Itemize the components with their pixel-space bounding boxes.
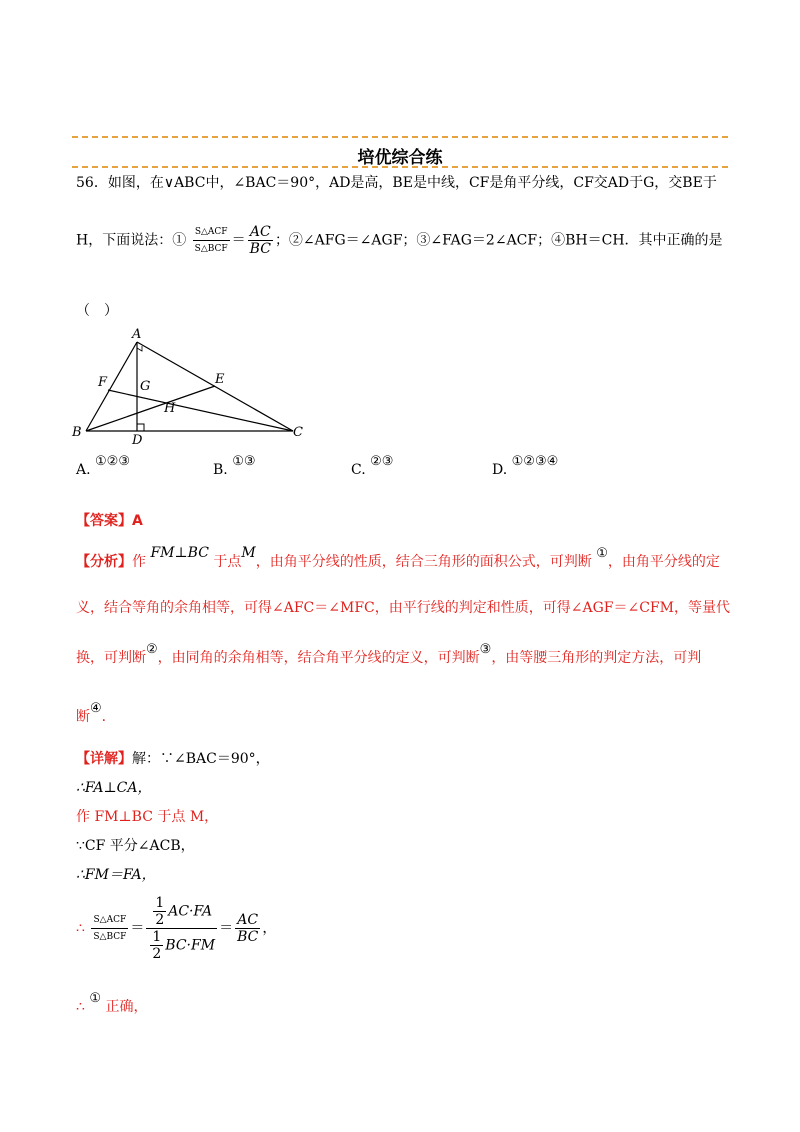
analysis-text: 于点: [213, 554, 242, 570]
equals-sign: ＝: [130, 920, 145, 937]
analysis-text: ，由同角的余角相等，结合角平分线的定义，可判断: [157, 650, 480, 666]
bisector-cf: [108, 390, 293, 431]
analysis-text: ，由角平分线的性质，结合三角形的面积公式，可判断: [255, 554, 592, 570]
detail-circle-1: ①: [89, 991, 102, 1006]
answer-label: 【答案】: [76, 513, 132, 529]
fraction-denominator: BC: [237, 929, 259, 945]
fraction-denominator: BC: [249, 241, 271, 257]
analysis-line-4: [76, 701, 116, 726]
answer-value: A: [132, 513, 143, 529]
triangle-figure: [60, 320, 320, 450]
detail-line-6: [76, 895, 276, 962]
half-fraction: [150, 929, 163, 962]
right-angle-mark-a: [137, 346, 142, 351]
fraction-numerator: AC: [248, 224, 273, 241]
section-title: 培优综合练: [357, 148, 443, 168]
half-den: 2: [152, 946, 162, 962]
option-text: ②③: [370, 454, 394, 469]
fraction-denominator: [146, 929, 217, 962]
analysis-circle-2: ②: [146, 642, 158, 657]
detail-line-2: ∴FA⊥CA，: [76, 780, 152, 796]
option-a[interactable]: [76, 454, 130, 478]
question-number: 56．: [76, 175, 108, 191]
analysis-line-1: [76, 545, 720, 571]
detail-text: 正确，: [105, 999, 148, 1015]
answer-paren: （ ）: [76, 303, 118, 319]
option-d[interactable]: [492, 454, 559, 478]
side-ratio-fraction: [235, 912, 260, 945]
top-divider: [72, 136, 728, 138]
analysis-line-3: [76, 642, 702, 667]
median-be: [86, 386, 215, 431]
side-fraction: [248, 224, 273, 257]
option-text: ①②③: [95, 454, 130, 469]
analysis-formula: FM⊥BC: [150, 545, 209, 561]
fraction-numerator: [146, 895, 217, 929]
bottom-divider: [72, 166, 728, 168]
option-text: ①②③④: [511, 454, 559, 469]
analysis-text: ，由等腰三角形的判定方法，可判: [491, 650, 702, 666]
side-ab: [86, 342, 137, 431]
answer-line: [76, 510, 143, 530]
therefore-sign: ∴: [76, 920, 85, 937]
question-line-1: [76, 172, 717, 192]
analysis-circle-3: ③: [479, 642, 492, 657]
therefore-sign: ∴: [76, 999, 85, 1015]
detail-label: 【详解】: [76, 751, 132, 767]
fraction-numerator: S△ACF: [193, 224, 230, 241]
half-num: 1: [152, 929, 162, 945]
analysis-text: 作: [132, 554, 146, 570]
fraction-denominator: S△BCF: [93, 932, 127, 942]
analysis-circle-1: ①: [596, 546, 608, 561]
question-text-2-suffix: ；②∠AFG＝∠AGF；③∠FAG＝2∠ACF；④BH＝CH．其中正确的是: [274, 232, 723, 249]
analysis-text: ，由角平分线的定: [607, 554, 720, 570]
option-letter: D.: [492, 462, 508, 478]
option-c[interactable]: [351, 454, 394, 478]
analysis-label: 【分析】: [76, 554, 132, 570]
detail-line-3: 作 FM⊥BC 于点 M，: [76, 809, 219, 825]
label-e: E: [215, 372, 225, 387]
half-num: 1: [155, 895, 165, 911]
fraction-numerator: S△ACF: [91, 912, 128, 929]
analysis-circle-4: ④: [90, 701, 102, 716]
option-letter: B.: [213, 462, 228, 478]
analysis-text: 换，可判断: [76, 650, 146, 666]
area-ratio-fraction: [91, 912, 128, 945]
equals-sign: ＝: [231, 232, 246, 249]
right-angle-mark-d: [137, 424, 144, 431]
half-den: 2: [155, 912, 165, 928]
area-formula-fraction: [146, 895, 217, 962]
numerator-text: AC·FA: [168, 903, 213, 920]
detail-line-1: [76, 748, 270, 768]
fraction-denominator: S△BCF: [194, 244, 228, 254]
equals-sign: ＝: [219, 920, 234, 937]
detail-line-4: ∵CF 平分∠ACB，: [76, 838, 195, 854]
option-b[interactable]: [213, 454, 256, 478]
label-g: G: [140, 379, 151, 394]
option-letter: A.: [76, 462, 91, 478]
detail-line-5: ∴FM＝FA，: [76, 867, 156, 883]
question-text-1: 如图，在∨ABC中，∠BAC＝90°，AD是高，BE是中线，CF是角平分线，CF交AD于G，交BE于: [107, 175, 717, 191]
analysis-line-2: 义，结合等角的余角相等，可得∠AFC＝∠MFC，由平行线的判定和性质，可得∠AGF＝∠CFM，等量代: [76, 600, 730, 616]
label-d: D: [132, 433, 143, 448]
question-text-2-prefix: H，下面说法：①: [76, 232, 187, 249]
analysis-text: 断: [76, 709, 90, 725]
label-a: A: [132, 327, 142, 342]
analysis-text: ．: [101, 709, 116, 725]
detail-text: 解：∵∠BAC＝90°，: [132, 751, 270, 767]
fraction-numerator: AC: [235, 912, 260, 929]
detail-line-7: [76, 991, 148, 1016]
label-b: B: [72, 425, 82, 440]
option-letter: C.: [351, 462, 366, 478]
denominator-text: BC·FM: [165, 937, 216, 954]
half-fraction: [153, 895, 166, 928]
detail-text: ，: [262, 920, 277, 937]
question-line-2: [76, 224, 723, 257]
ratio-fraction: [193, 224, 230, 257]
label-h: H: [164, 401, 176, 416]
label-f: F: [98, 375, 108, 390]
analysis-point: M: [241, 545, 256, 561]
label-c: C: [293, 425, 303, 440]
option-text: ①③: [232, 454, 256, 469]
